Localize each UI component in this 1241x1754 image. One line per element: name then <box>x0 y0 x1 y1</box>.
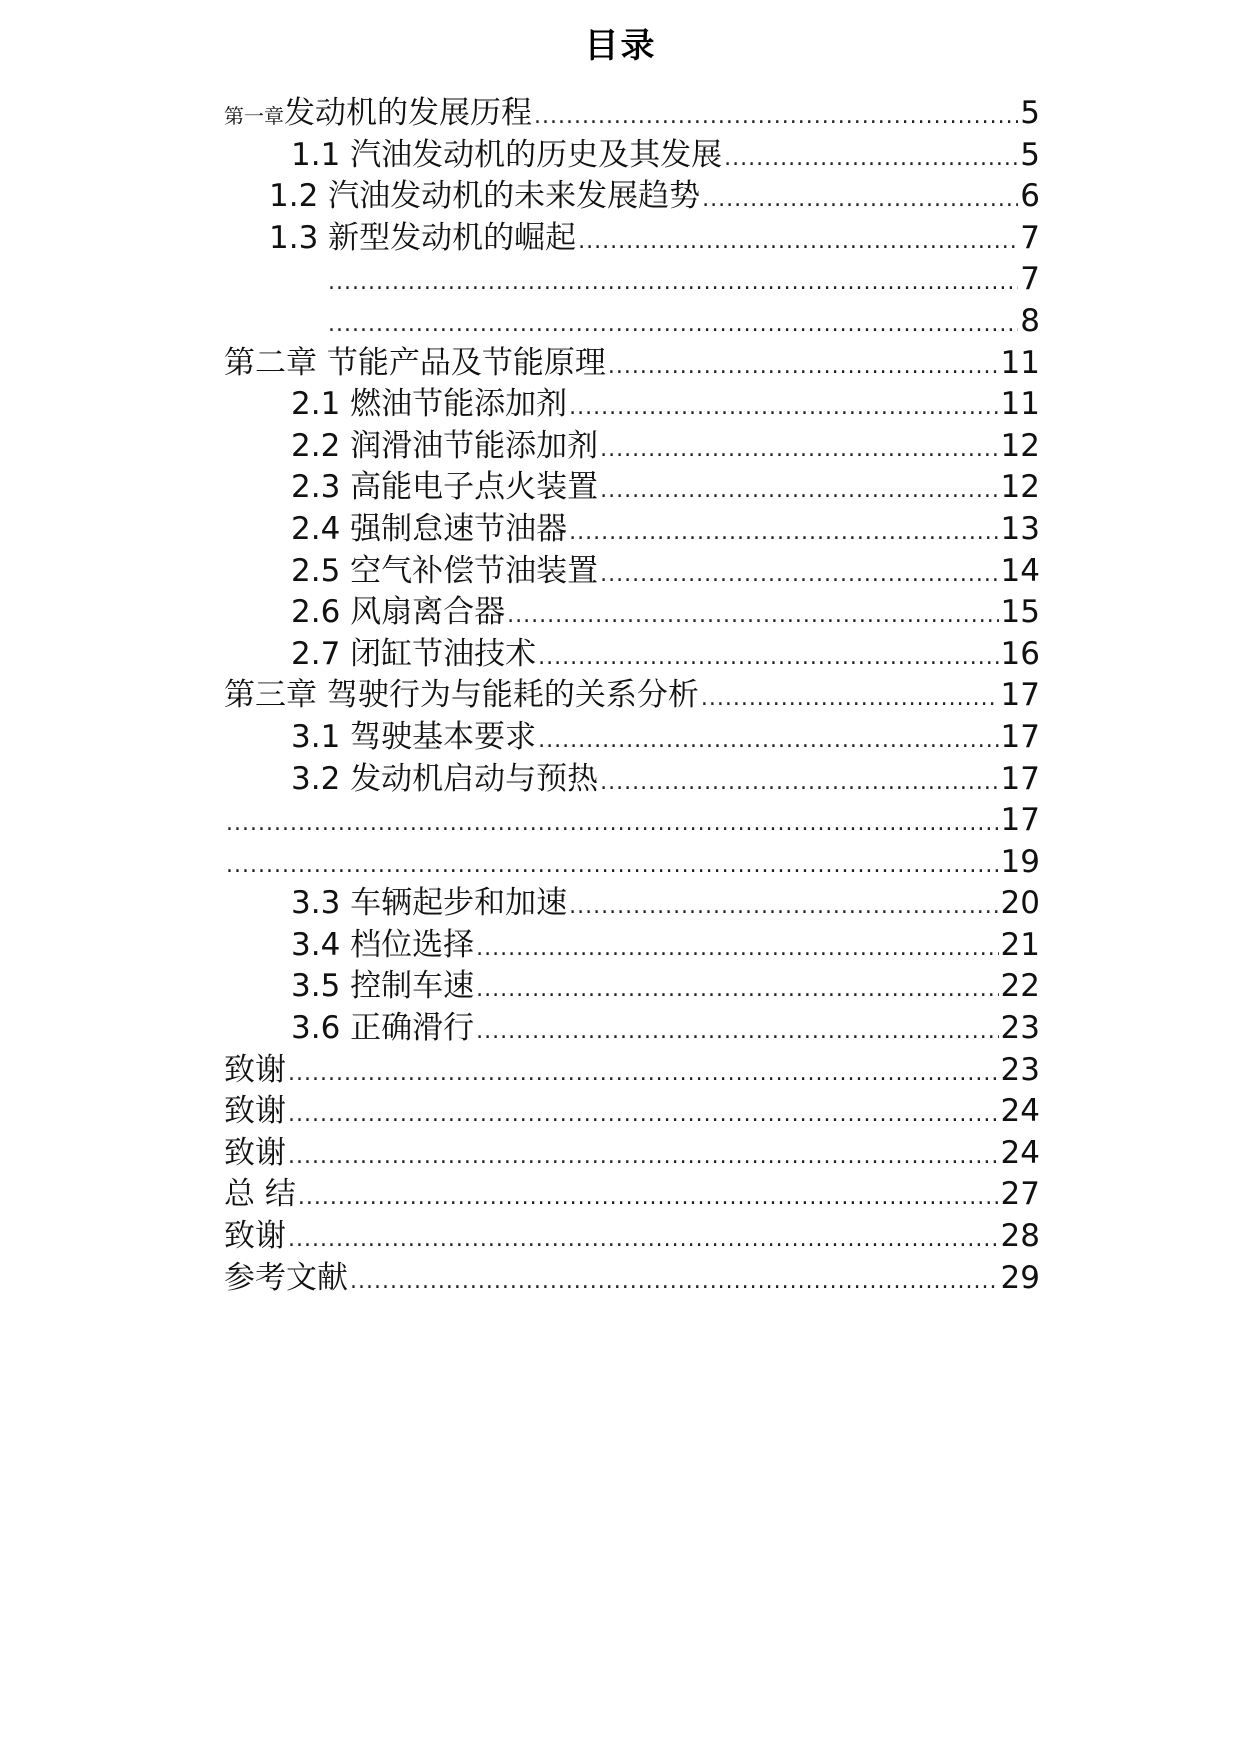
toc-dot-leader <box>288 1094 999 1136</box>
toc-entry[interactable] <box>224 717 1040 759</box>
toc-dot-leader <box>578 221 1018 263</box>
toc-entry-label: 致谢 <box>224 1218 286 1255</box>
toc-entry-label: 2.6 风扇离合器 <box>291 594 506 631</box>
toc-entry[interactable] <box>224 966 1040 1008</box>
toc-dot-leader <box>608 346 999 388</box>
toc-page-number: 6 <box>1020 178 1040 215</box>
toc-entry-label: 致谢 <box>224 1134 286 1171</box>
toc-entry-title <box>224 1050 286 1092</box>
toc-page-number: 24 <box>1000 1134 1040 1171</box>
toc-dot-leader <box>288 1219 999 1261</box>
toc-entry[interactable] <box>224 1174 1040 1216</box>
toc-dot-leader <box>702 179 1018 221</box>
toc-entry[interactable] <box>224 467 1040 509</box>
toc-dot-leader <box>507 595 998 637</box>
toc-entry-title <box>291 467 598 509</box>
toc-page-number: 13 <box>1000 510 1040 547</box>
toc-dot-leader <box>298 1177 999 1219</box>
toc-entry-title <box>291 384 567 426</box>
toc-entry-title <box>224 1174 296 1216</box>
toc-entry[interactable] <box>224 1050 1040 1092</box>
toc-page-number: 24 <box>1000 1093 1040 1130</box>
toc-entry-title <box>224 1258 348 1300</box>
toc-entry-title <box>291 717 536 759</box>
toc-dot-leader <box>288 1053 999 1095</box>
toc-page-number: 11 <box>1000 344 1040 381</box>
toc-entry[interactable] <box>224 384 1040 426</box>
toc-entry-title <box>269 218 576 260</box>
toc-entry-label: 3.5 控制车速 <box>291 968 475 1005</box>
toc-page-number: 20 <box>1000 885 1040 922</box>
toc-page-number: 19 <box>1000 843 1040 880</box>
toc-dot-leader <box>328 262 1018 304</box>
toc-page-number: 7 <box>1020 219 1040 256</box>
toc-dot-leader <box>569 387 998 429</box>
toc-entry-title <box>291 966 474 1008</box>
toc-page-number: 17 <box>1000 760 1040 797</box>
toc-entry-label: 3.6 正确滑行 <box>291 1010 475 1047</box>
toc-entry-title <box>269 176 700 218</box>
toc-entry-title <box>291 759 598 801</box>
toc-page-number: 22 <box>1000 968 1040 1005</box>
toc-entry-title <box>224 343 606 385</box>
toc-entry-title <box>224 1133 286 1175</box>
toc-dot-leader <box>476 928 998 970</box>
toc-entry-title <box>291 634 536 676</box>
toc-entry[interactable] <box>224 1008 1040 1050</box>
toc-dot-leader <box>226 803 999 845</box>
toc-page-number: 12 <box>1000 427 1040 464</box>
toc-entry-label: 2.5 空气补偿节油装置 <box>291 552 599 589</box>
toc-entry-label: 2.1 燃油节能添加剂 <box>291 386 568 423</box>
toc-entry-label: 第二章 节能产品及节能原理 <box>224 344 606 381</box>
toc-dot-leader <box>476 1011 998 1053</box>
toc-page-number: 17 <box>1000 718 1040 755</box>
toc-page-number: 21 <box>1000 926 1040 963</box>
toc-entry[interactable] <box>224 675 1040 717</box>
table-of-contents <box>224 93 1040 1299</box>
toc-page-number: 29 <box>1000 1259 1040 1296</box>
toc-title: 目录 <box>584 26 657 66</box>
toc-entry-title <box>224 1216 286 1258</box>
toc-entry-title <box>291 509 567 551</box>
toc-entry-label: 3.3 车辆起步和加速 <box>291 885 568 922</box>
toc-entry[interactable] <box>224 259 1040 301</box>
toc-page-number: 11 <box>1000 386 1040 423</box>
toc-entry[interactable] <box>224 218 1040 260</box>
toc-entry-label: 2.2 润滑油节能添加剂 <box>291 427 599 464</box>
toc-entry[interactable] <box>224 883 1040 925</box>
toc-entry[interactable] <box>224 634 1040 676</box>
toc-dot-leader <box>328 304 1018 346</box>
toc-dot-leader <box>226 845 999 887</box>
toc-page-number: 17 <box>1000 802 1040 839</box>
toc-entry-chapter-prefix: 第一章 <box>224 104 284 128</box>
toc-entry[interactable] <box>224 509 1040 551</box>
toc-page-number: 5 <box>1020 136 1040 173</box>
toc-entry-label: 总 结 <box>224 1176 296 1213</box>
toc-entry-label: 参考文献 <box>224 1259 348 1296</box>
toc-entry-title <box>291 426 598 468</box>
toc-dot-leader <box>350 1261 999 1303</box>
toc-dot-leader <box>569 886 998 928</box>
toc-entry[interactable] <box>224 93 1040 135</box>
toc-entry[interactable] <box>224 301 1040 343</box>
toc-dot-leader <box>476 969 998 1011</box>
toc-page-number: 5 <box>1020 95 1040 131</box>
toc-dot-leader <box>538 720 998 762</box>
toc-entry[interactable] <box>224 1216 1040 1258</box>
toc-dot-leader <box>701 678 999 720</box>
toc-entry-title <box>291 1008 474 1050</box>
toc-dot-leader <box>724 138 1018 180</box>
toc-entry-label: 2.7 闭缸节油技术 <box>291 635 537 672</box>
toc-dot-leader <box>288 1136 999 1178</box>
toc-entry-label: 2.3 高能电子点火装置 <box>291 469 599 506</box>
toc-entry-label: 1.2 汽油发动机的未来发展趋势 <box>269 178 701 215</box>
toc-entry-title <box>291 883 567 925</box>
toc-entry-title <box>291 135 722 177</box>
toc-page-number: 8 <box>1020 302 1040 339</box>
toc-entry[interactable] <box>224 842 1040 884</box>
toc-entry-label: 3.2 发动机启动与预热 <box>291 760 599 797</box>
toc-entry-title <box>291 592 505 634</box>
toc-page-number: 15 <box>1000 594 1040 631</box>
toc-entry-label: 致谢 <box>224 1051 286 1088</box>
toc-entry-label: 第三章 驾驶行为与能耗的关系分析 <box>224 677 699 714</box>
toc-dot-leader <box>534 96 1018 138</box>
toc-dot-leader <box>600 554 998 596</box>
toc-entry[interactable] <box>224 1133 1040 1175</box>
toc-entry[interactable] <box>224 426 1040 468</box>
toc-entry[interactable] <box>224 551 1040 593</box>
toc-dot-leader <box>600 762 998 804</box>
toc-entry-title <box>291 925 474 967</box>
toc-dot-leader <box>600 429 998 471</box>
toc-page-number: 14 <box>1000 552 1040 589</box>
toc-dot-leader <box>600 470 998 512</box>
toc-entry[interactable] <box>224 800 1040 842</box>
toc-dot-leader <box>538 637 998 679</box>
toc-page-number: 7 <box>1020 261 1040 298</box>
toc-entry[interactable] <box>224 925 1040 967</box>
toc-entry-label: 3.1 驾驶基本要求 <box>291 718 537 755</box>
toc-page-number: 16 <box>1000 635 1040 672</box>
toc-page-number: 28 <box>1000 1218 1040 1255</box>
toc-entry-label: 3.4 档位选择 <box>291 926 475 963</box>
toc-page-number: 27 <box>1000 1176 1040 1213</box>
toc-entry-label: 发动机的发展历程 <box>284 95 532 131</box>
toc-entry[interactable] <box>224 759 1040 801</box>
toc-entry[interactable] <box>224 1258 1040 1300</box>
toc-entry[interactable] <box>224 1091 1040 1133</box>
toc-page-number: 12 <box>1000 469 1040 506</box>
toc-entry-label: 1.3 新型发动机的崛起 <box>269 219 577 256</box>
toc-entry[interactable] <box>224 592 1040 634</box>
toc-entry-title <box>224 1091 286 1133</box>
toc-entry-label: 2.4 强制怠速节油器 <box>291 510 568 547</box>
toc-page-number: 17 <box>1000 677 1040 714</box>
toc-entry-title <box>224 93 532 138</box>
toc-entry-label: 致谢 <box>224 1093 286 1130</box>
toc-entry-label: 1.1 汽油发动机的历史及其发展 <box>291 136 723 173</box>
toc-dot-leader <box>569 512 998 554</box>
toc-entry[interactable] <box>224 135 1040 177</box>
toc-entry-title <box>291 551 598 593</box>
toc-entry[interactable] <box>224 176 1040 218</box>
toc-entry[interactable] <box>224 343 1040 385</box>
toc-page-number: 23 <box>1000 1010 1040 1047</box>
toc-entry-title <box>224 675 699 717</box>
toc-page-number: 23 <box>1000 1051 1040 1088</box>
